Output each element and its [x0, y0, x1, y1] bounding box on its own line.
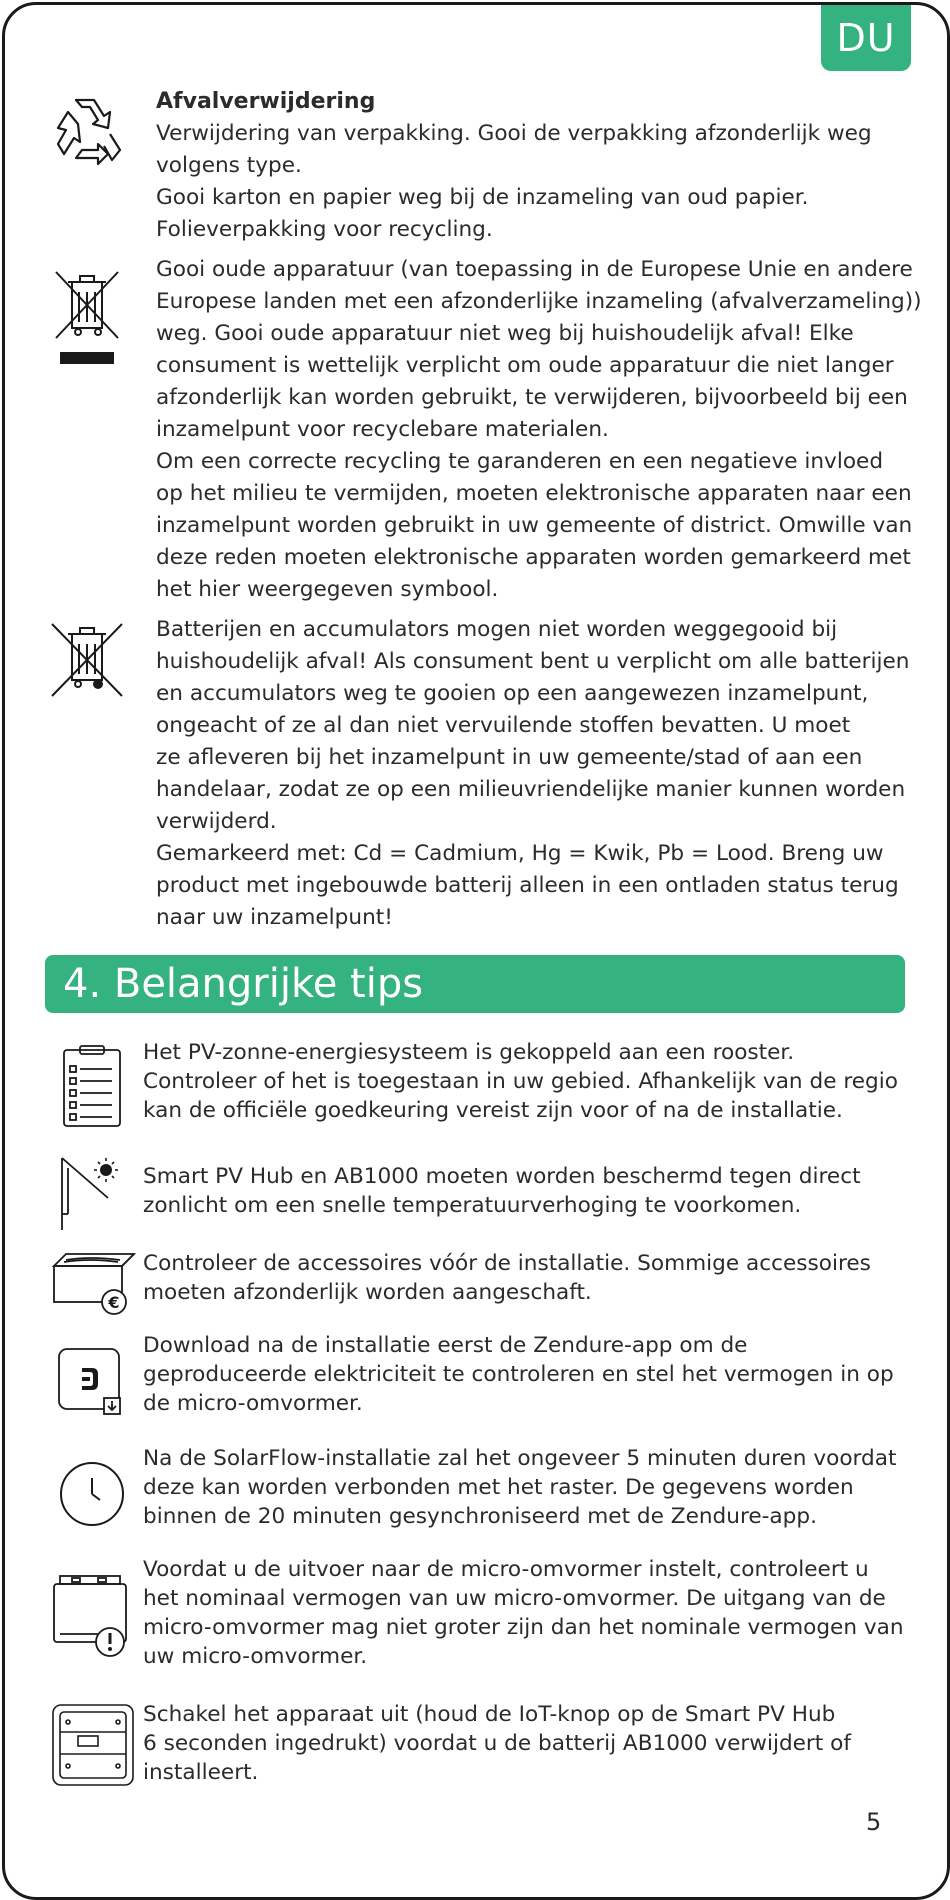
- weee-line: deze reden moeten elektronische apparaten worden gemarkeerd met: [156, 545, 911, 570]
- battery-line: handelaar, zodat ze op een milieuvriendelijke manier kunnen worden: [156, 777, 906, 802]
- tip-2-text: [143, 1162, 861, 1220]
- battery-line: verwijderd.: [156, 809, 277, 834]
- packaging-line: Folieverpakking voor recycling.: [156, 217, 493, 242]
- tip-1-text: [143, 1038, 898, 1125]
- tip-4-text: [143, 1331, 894, 1418]
- tip-line: uw micro-omvormer.: [143, 1644, 368, 1669]
- battery-text-block: [156, 614, 909, 934]
- page-number: 5: [866, 1808, 882, 1836]
- tip-line: het nominaal vermogen van uw micro-omvormer. De uitgang van de: [143, 1586, 886, 1611]
- weee-line: Om een correcte recycling te garanderen en een negatieve invloed: [156, 449, 884, 474]
- tip-line: Smart PV Hub en AB1000 moeten worden beschermd tegen direct: [143, 1164, 861, 1189]
- weee-line: inzamelpunt worden gebruikt in uw gemeente of district. Omwille van: [156, 513, 913, 538]
- inverter-warning-icon: [50, 1572, 134, 1662]
- section-heading: 4. Belangrijke tips: [45, 955, 905, 1013]
- tip-line: Voordat u de uitvoer naar de micro-omvormer instelt, controleert u: [143, 1557, 869, 1582]
- weee-text-block: [156, 254, 922, 606]
- tip-line: binnen de 20 minuten gesynchroniseerd met de Zendure-app.: [143, 1504, 817, 1529]
- battery-line: Batterijen en accumulators mogen niet worden weggegooid bij: [156, 617, 838, 642]
- tip-6-text: [143, 1555, 904, 1671]
- tip-7-text: [143, 1700, 851, 1787]
- tip-3-text: [143, 1249, 871, 1307]
- tip-line: geproduceerde elektriciteit te controleren en stel het vermogen in op: [143, 1362, 894, 1387]
- tip-line: Het PV-zonne-energiesysteem is gekoppeld aan een rooster.: [143, 1040, 795, 1065]
- sun-shade-icon: [58, 1154, 124, 1234]
- weee-line: Gooi oude apparatuur (van toepassing in de Europese Unie en andere: [156, 257, 913, 282]
- weee-line: inzamelpunt voor recyclebare materialen.: [156, 417, 609, 442]
- battery-line: naar uw inzamelpunt!: [156, 905, 393, 930]
- tip-5-text: [143, 1444, 896, 1531]
- weee-line: consument is wettelijk verplicht om oude apparatuur die niet langer: [156, 353, 894, 378]
- crossed-battery-bin-icon: [50, 622, 124, 698]
- language-badge: DU: [821, 5, 911, 71]
- crossed-bin-icon: [52, 268, 122, 366]
- disposal-text-block: [156, 86, 872, 246]
- checklist-icon: [60, 1044, 126, 1130]
- tip-line: kan de officiële goedkeuring vereist zijn voor of na de installatie.: [143, 1098, 843, 1123]
- battery-line: ze afleveren bij het inzamelpunt in uw gemeente/stad of aan een: [156, 745, 863, 770]
- tip-line: 6 seconden ingedrukt) voordat u de batterij AB1000 verwijdert of: [143, 1731, 851, 1756]
- battery-line: huishoudelijk afval! Als consument bent u verplicht om alle batterijen: [156, 649, 910, 674]
- tip-line: de micro-omvormer.: [143, 1391, 363, 1416]
- battery-line: Gemarkeerd met: Cd = Cadmium, Hg = Kwik, Pb = Lood. Breng uw: [156, 841, 884, 866]
- tip-line: moeten afzonderlijk worden aangeschaft.: [143, 1280, 592, 1305]
- packaging-line: volgens type.: [156, 153, 302, 178]
- tip-line: Controleer de accessoires vóór de installatie. Sommige accessoires: [143, 1251, 871, 1276]
- tip-line: zonlicht om een snelle temperatuurverhoging te voorkomen.: [143, 1193, 802, 1218]
- tip-line: Schakel het apparaat uit (houd de IoT-knop op de Smart PV Hub: [143, 1702, 836, 1727]
- app-download-icon: [56, 1346, 126, 1416]
- tip-line: installeert.: [143, 1760, 259, 1785]
- weee-line: het hier weergegeven symbool.: [156, 577, 499, 602]
- weee-line: afzonderlijk kan worden gebruikt, te verwijderen, bijvoorbeeld bij een: [156, 385, 908, 410]
- tip-line: deze kan worden verbonden met het raster. De gegevens worden: [143, 1475, 854, 1500]
- weee-line: weg. Gooi oude apparatuur niet weg bij huishoudelijk afval! Elke: [156, 321, 854, 346]
- packaging-line: Verwijdering van verpakking. Gooi de verpakking afzonderlijk weg: [156, 121, 872, 146]
- battery-line: en accumulators weg te gooien op een aangewezen inzamelpunt,: [156, 681, 869, 706]
- weee-line: op het milieu te vermijden, moeten elektronische apparaten naar een: [156, 481, 912, 506]
- tip-line: Download na de installatie eerst de Zendure-app om de: [143, 1333, 748, 1358]
- tip-line: Controleer of het is toegestaan in uw gebied. Afhankelijk van de regio: [143, 1069, 898, 1094]
- battery-line: product met ingebouwde batterij alleen in een ontladen status terug: [156, 873, 899, 898]
- tip-line: micro-omvormer mag niet groter zijn dan het nominale vermogen van: [143, 1615, 904, 1640]
- battery-line: ongeacht of ze al dan niet vervuilende stoffen bevatten. U moet: [156, 713, 851, 738]
- svg-text:€: €: [108, 1293, 120, 1312]
- tip-line: Na de SolarFlow-installatie zal het ongeveer 5 minuten duren voordat: [143, 1446, 897, 1471]
- hub-battery-icon: [50, 1702, 136, 1788]
- packaging-line: Gooi karton en papier weg bij de inzameling van oud papier.: [156, 185, 809, 210]
- weee-line: Europese landen met een afzonderlijke inzameling (afvalverzameling)): [156, 289, 922, 314]
- accessories-box-icon: [50, 1250, 138, 1316]
- recycle-icon: [46, 94, 126, 166]
- clock-icon: [58, 1460, 126, 1528]
- disposal-heading: Afvalverwijdering: [156, 89, 376, 114]
